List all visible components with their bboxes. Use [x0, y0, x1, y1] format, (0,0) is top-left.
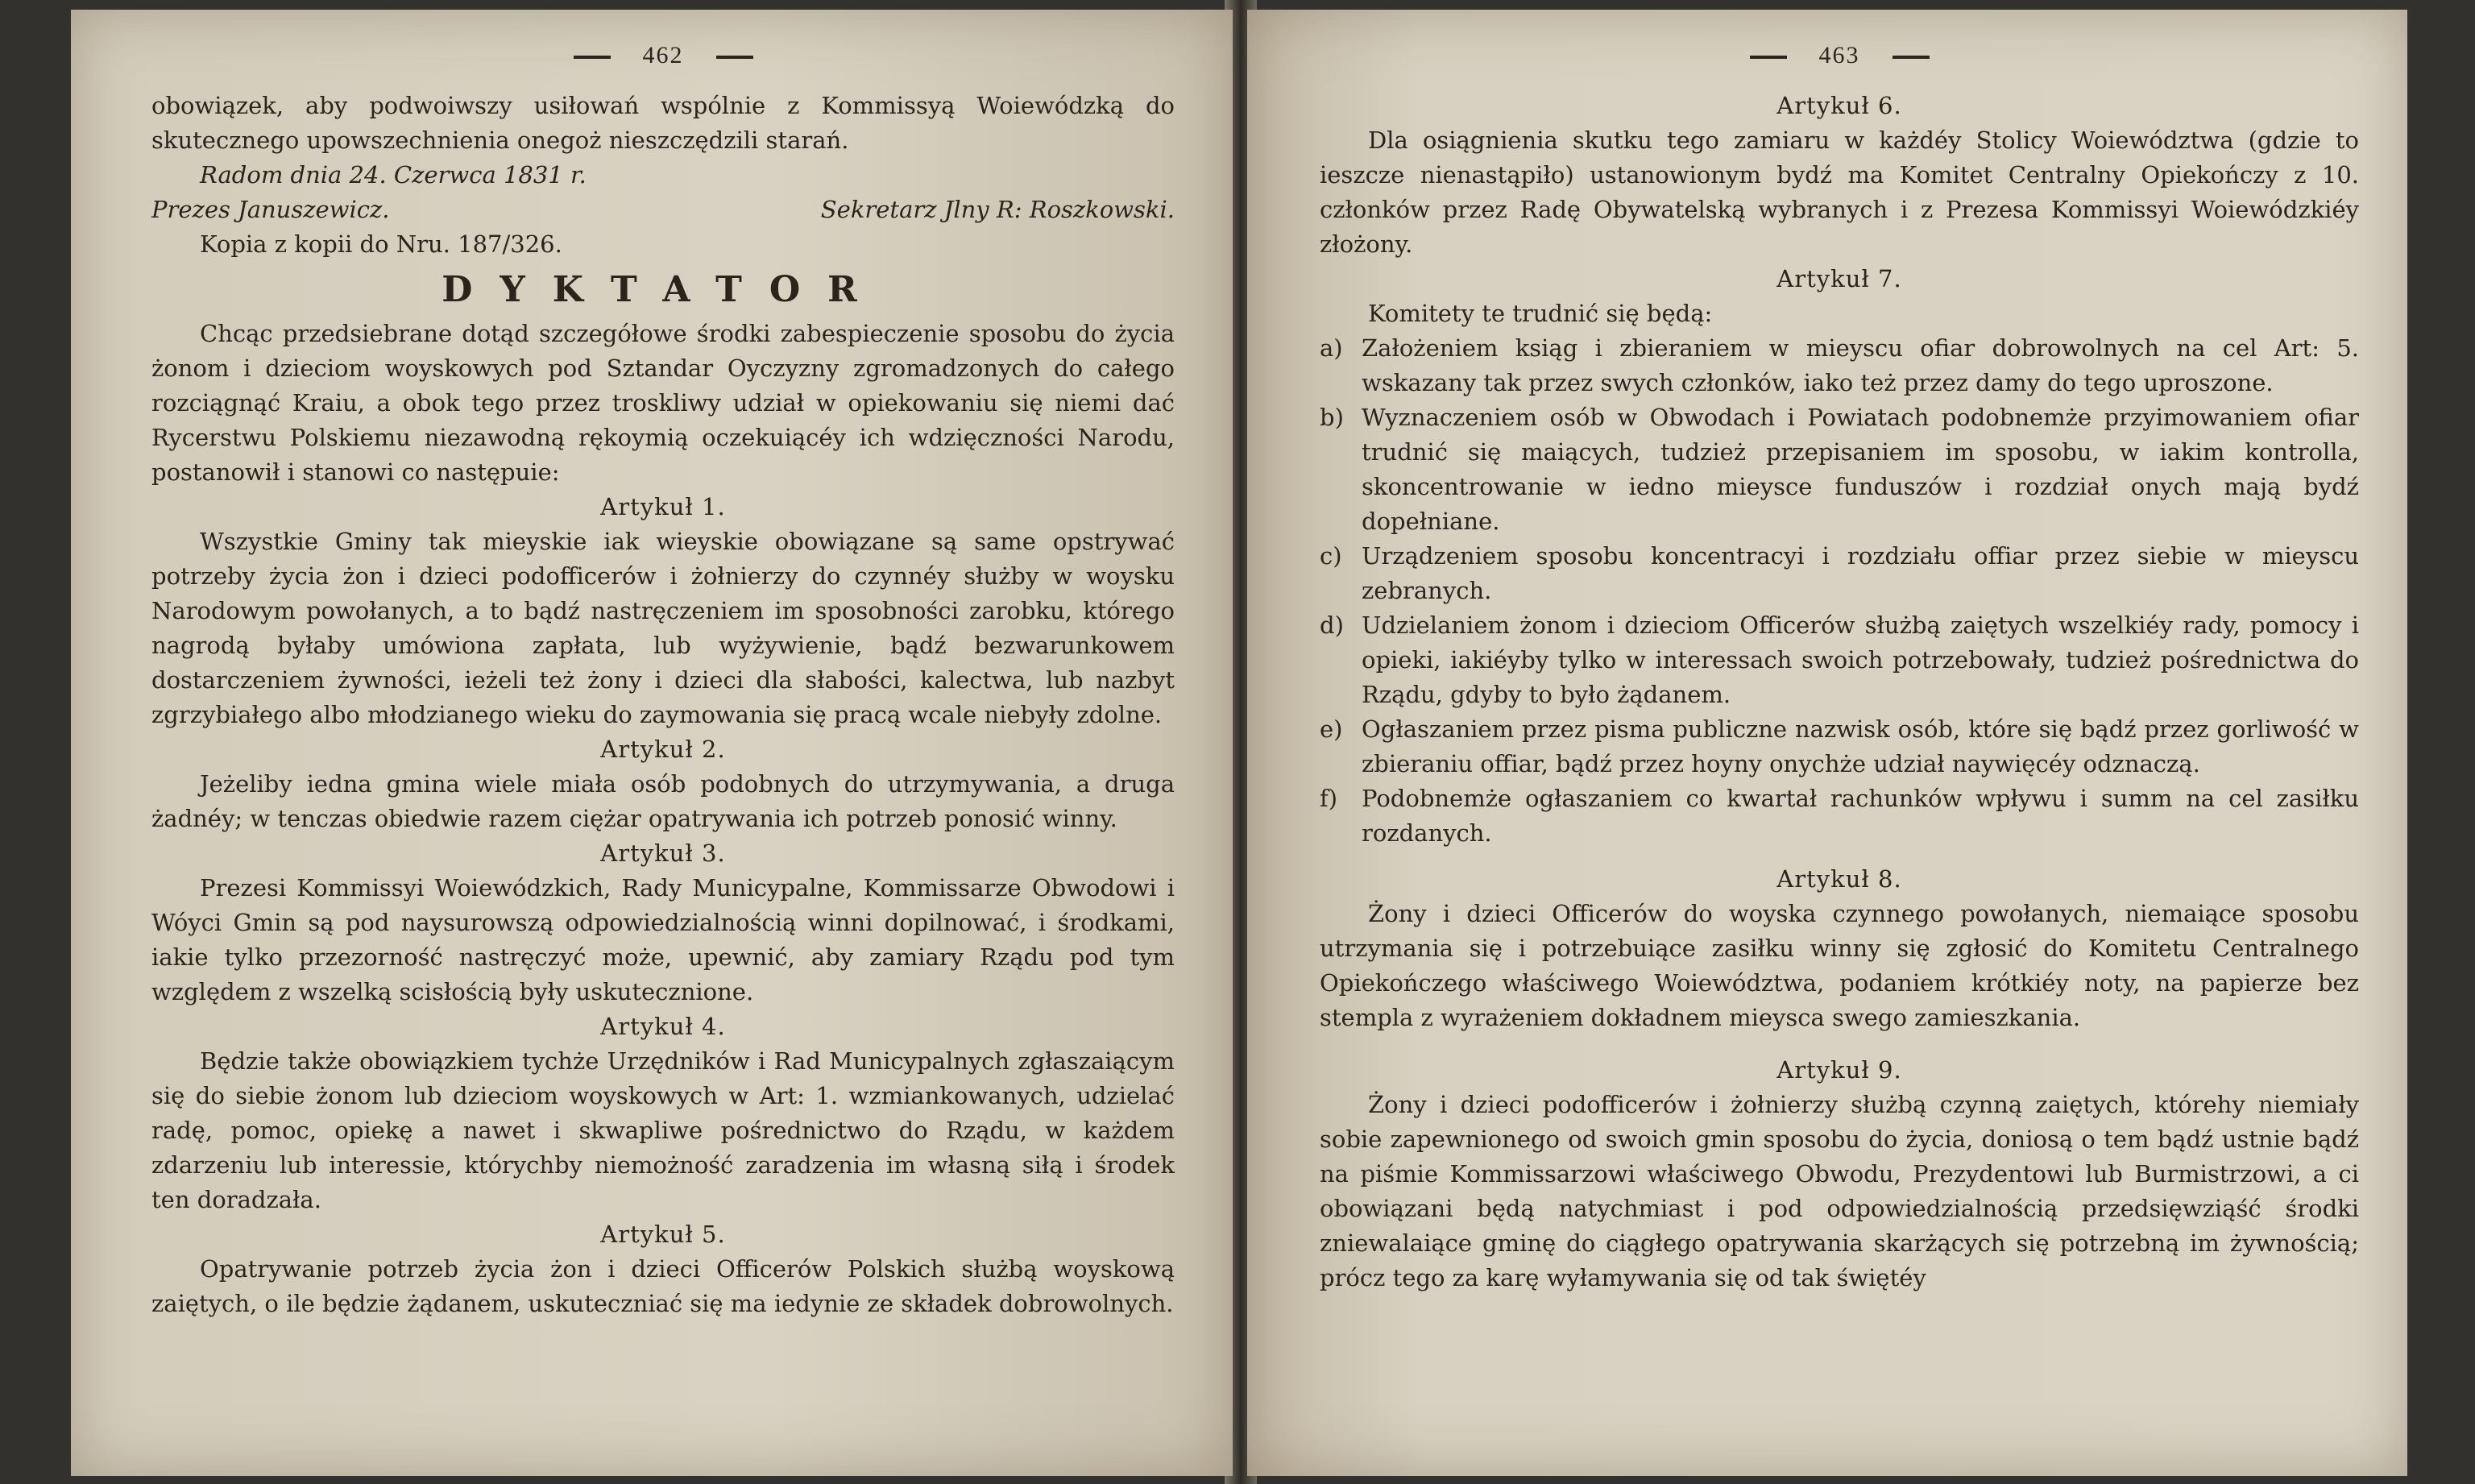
list-item-marker: d) — [1320, 611, 1344, 639]
list-item — [1320, 539, 2359, 608]
intro-paragraph: Chcąc przedsiebrane dotąd szczegółowe środki zabespieczenie sposobu do życia żonom i dzieciom woyskowych pod Sztandar Oyczyzny zgromadzonych do całego rozciągnąć Kraiu, a obok tego przez troskliwy udział w opiekowaniu się niemi dać Rycerstwu Polskiemu niezawodną rękoymią oczekuiącéy ich wdzięczności Narodu, postanowił i stanowi co następuie: — [151, 320, 1175, 486]
list-item — [1320, 712, 2359, 781]
article-2-text: Jeżeliby iedna gmina wiele miała osób podobnych do utrzymywania, a druga żadnéy; w tenczas obiedwie razem ciężar opatrywania ich potrzeb ponosić winny. — [151, 770, 1175, 832]
list-item-text: Urządzeniem sposobu koncentracyi i rozdziału offiar przez siebie w mieyscu zebranych. — [1362, 542, 2359, 604]
list-item — [1320, 781, 2359, 851]
article-3-text: Prezesi Kommissyi Woiewódzkich, Rady Municypalne, Kommissarze Obwodowi i Wóyci Gmin są pod naysurowszą odpowiedzialnością winni dopilnować, i środkami, iakie tylko przezorność nastręczyć może, upewnić, aby zamiary Rządu pod tym względem z wszelką scisłością były uskutecznione. — [151, 874, 1175, 1005]
place-date: Radom dnia 24. Czerwca 1831 r. — [200, 161, 587, 189]
list-item-text: Założeniem ksiąg i zbieraniem w mieyscu ofiar dobrowolnych na cel Art: 5. wskazany tak przez swych członków, iako też przez damy do tego uproszone. — [1362, 334, 2359, 396]
list-item-text: Udzielaniem żonom i dzieciom Officerów służbą zaiętych wszelkiéy rady, pomocy i opieki, iakiéyby tylko w interessach swoich potrzebowały, tudzież pośrednictwa do Rządu, gdyby to było żądanem. — [1362, 611, 2359, 708]
list-item-marker: a) — [1320, 334, 1343, 362]
article-6-title: Artykuł 6. — [1776, 92, 1902, 119]
left-page — [71, 10, 1233, 1476]
article-1-title: Artykuł 1. — [600, 493, 726, 520]
article-5-text: Opatrywanie potrzeb życia żon i dzieci Officerów Polskich służbą woyskową zaiętych, o ile będzie żądanem, uskuteczniać się ma iedynie ze składek dobrowolnych. — [151, 1255, 1175, 1317]
continuation-paragraph: obowiązek, aby podwoiwszy usiłowań wspólnie z Kommissyą Woiewódzką do skutecznego upowszechnienia onegoż nieszczędzili starań. — [151, 92, 1175, 154]
left-page-number: 462 — [151, 42, 1175, 69]
list-item-text: Podobnemże ogłaszaniem co kwartał rachunków wpływu i summ na cel zasiłku rozdanych. — [1362, 785, 2359, 847]
president-signature: Prezes Januszewicz. — [151, 196, 390, 223]
article-3-title: Artykuł 3. — [600, 839, 726, 867]
list-item — [1320, 608, 2359, 712]
article-1-text: Wszystkie Gminy tak mieyskie iak wieyskie obowiązane są same opstrywać potrzeby życia żon i dzieci podofficerów i żołnierzy do czynnéy służby w woysku Narodowym powołanych, a to bądź nastręczeniem im sposobności zarobku, którego nagrodą byłaby umówiona zapłata, lub wyżywienie, bądź bezwarunkowem dostarczeniem żywności, ieżeli też żony i dzieci dla słabości, kalectwa, lub nazbyt zgrzybiałego albo młodzianego wieku do zaymowania się pracą wcale niebyły zdolne. — [151, 528, 1175, 728]
article-9-text: Żony i dzieci podofficerów i żołnierzy służbą czynną zaiętych, którehy niemiały sobie zapewnionego od swoich gmin sposobu do życia, doniosą o tem bądź ustnie bądź na piśmie Kommissarzowi właściwego Obwodu, Prezydentowi lub Burmistrzowi, a ci obowiązani będą natychmiast i pod odpowiedzialnością przedsięwziąść środki zniewalaiące gminę do ciągłego opatrywania skarżących się potrzebną im żywnością; prócz tego za karę wyłamywania się od tak świętéy — [1320, 1091, 2359, 1291]
article-7-title: Artykuł 7. — [1776, 265, 1902, 292]
list-item-marker: c) — [1320, 542, 1342, 570]
list-item-marker: e) — [1320, 715, 1343, 743]
article-8-title: Artykuł 8. — [1776, 865, 1902, 893]
spacer — [1320, 851, 2359, 862]
article-5-title: Artykuł 5. — [600, 1221, 726, 1248]
list-item-text: Wyznaczeniem osób w Obwodach i Powiatach podobnemże przyimowaniem ofiar trudnić się maiących, tudzież przepisaniem im sposobu, w iakim kontrolla, skoncentrowanie w iedno mieysce funduszów i rozdział onych mają bydź dopełniane. — [1362, 404, 2359, 535]
article-4-text: Będzie także obowiązkiem tychże Urzędników i Rad Municypalnych zgłaszaiącym się do siebie żonom lub dzieciom woyskowych w Art: 1. wzmiankowanych, udzielać radę, pomoc, opiekę a nawet i skwapliwe pośrednictwo do Rządu, w każdem zdarzeniu lub interessie, którychby niemożność zaradzenia im własną siłą i środek ten doradzała. — [151, 1047, 1175, 1213]
list-item — [1320, 400, 2359, 539]
list-item-marker: b) — [1320, 404, 1344, 431]
document-heading: DYKTATOR — [442, 269, 885, 310]
left-text-column — [151, 42, 1175, 1321]
list-item-marker: f) — [1320, 785, 1338, 812]
secretary-signature: Sekretarz Jlny R: Roszkowski. — [820, 196, 1175, 223]
article-6-text: Dla osiągnienia skutku tego zamiaru w każdéy Stolicy Woiewództwa (gdzie to ieszcze nienastąpiło) ustanowionym bydź ma Komitet Centralny Opiekończy z 10. członków przez Radę Obywatelską wybranych i z Prezesa Kommissyi Woiewódzkiéy złożony. — [1320, 126, 2359, 258]
right-page-number: 463 — [1320, 42, 2359, 69]
article-8-text: Żony i dzieci Officerów do woyska czynnego powołanych, niemaiące sposobu utrzymania się i potrzebuiące zasiłku winny się zgłosić do Komitetu Centralnego Opiekończego właściwego Woiewództwa, podaniem krótkiéy noty, na papierze bez stempla z wyrażeniem dokładnem mieysca swego zamieszkania. — [1320, 900, 2359, 1031]
article-7-intro: Komitety te trudnić się będą: — [1368, 300, 1713, 327]
article-9-title: Artykuł 9. — [1776, 1056, 1902, 1084]
signature-row — [151, 193, 1175, 227]
list-item-text: Ogłaszaniem przez pisma publiczne nazwisk osób, które się bądź przez gorliwość w zbieraniu offiar, bądź przez hoyny onychże udział naywięcéy odznaczą. — [1362, 715, 2359, 777]
right-page — [1247, 10, 2407, 1476]
copy-note: Kopia z kopii do Nru. 187/326. — [200, 230, 562, 258]
list-item — [1320, 331, 2359, 400]
spacer — [1320, 1035, 2359, 1053]
right-text-column — [1320, 42, 2359, 1295]
article-4-title: Artykuł 4. — [600, 1013, 726, 1040]
article-2-title: Artykuł 2. — [600, 736, 726, 763]
